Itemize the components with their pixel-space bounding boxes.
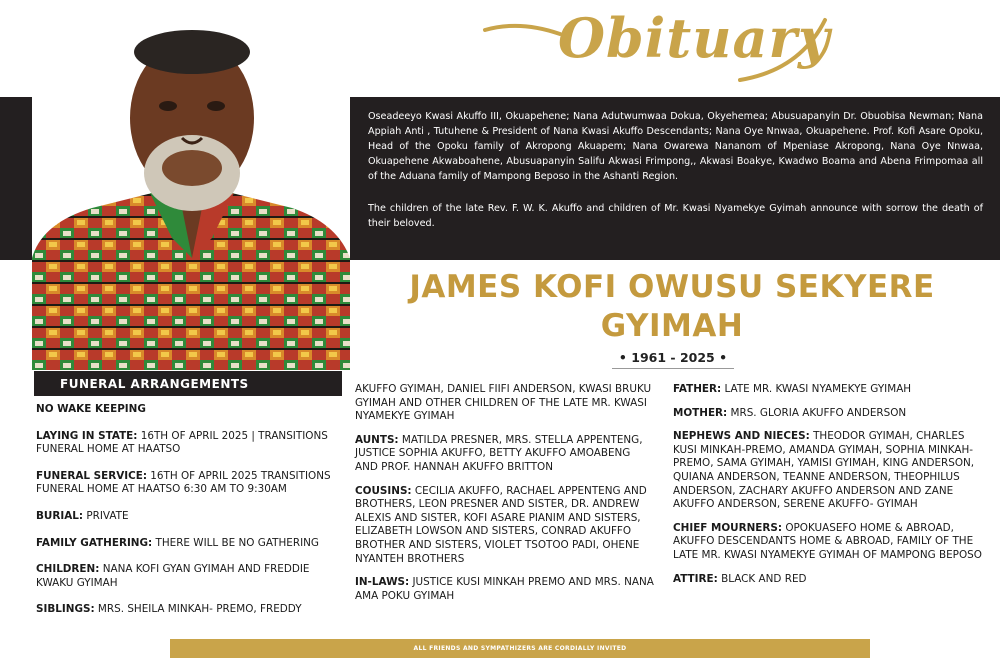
obituary-heading-block: [480, 0, 860, 95]
relations-column-middle: [355, 383, 655, 613]
in-laws: IN-LAWS: JUSTICE KUSI MINKAH PREMO AND MRS. NANA AMA POKU GYIMAH: [355, 576, 654, 602]
mother: MOTHER: MRS. GLORIA AKUFFO ANDERSON: [673, 406, 907, 419]
deceased-name: [352, 268, 992, 346]
aunts: AUNTS: MATILDA PRESNER, MRS. STELLA APPENTENG, JUSTICE SOPHIA AKUFFO, BETTY AKUFFO AMOABENG AND PROF. HANNAH AKUFFO BRITTON: [355, 433, 643, 473]
siblings-continued: AKUFFO GYIMAH, DANIEL FIIFI ANDERSON, KWASI BRUKU GYIMAH AND OTHER CHILDREN OF THE LATE MR. KWASI NYAMEKYE GYIMAH: [355, 383, 652, 423]
funeral-service: FUNERAL SERVICE: 16TH OF APRIL 2025 TRANSITIONS FUNERAL HOME AT HAATSO 6:30 AM TO 9:30AM: [36, 469, 331, 496]
attire: ATTIRE: BLACK AND RED: [673, 572, 807, 585]
father: FATHER: LATE MR. KWASI NYAMEKYE GYIMAH: [673, 383, 912, 395]
cousins: COUSINS: CECILIA AKUFFO, RACHAEL APPENTENG AND BROTHERS, LEON PRESNER AND SISTER, DR. ANDREW ALEXIS AND SISTER, KOFI ASARE PIANIM AND SISTERS, ELIZABETH LOWSON AND SISTERS, CONRAD AKUFFO BROTHER AND SISTERS, VIOLET TSOTOO PADI, OHENE NYANTEH BROTHERS: [355, 484, 647, 565]
siblings: SIBLINGS: MRS. SHEILA MINKAH- PREMO, FREDDY: [36, 603, 302, 616]
deceased-name-line-2: GYIMAH: [600, 308, 744, 344]
nephews-and-nieces: NEPHEWS AND NIECES: THEODOR GYIMAH, CHARLES KUSI MINKAH-PREMO, AMANDA GYIMAH, SOPHIA MINKAH-PREMO, SAMA GYIMAH, YAMISI GYIMAH, KING ANDERSON, QUIANA ANDERSON, TEANNE ANDERSON, THEOPHILUS ANDERSON, ZACHARY AKUFFO ANDERSON AND ZANE AKUFFO ANDERSON, SERENE AKUFFO- GYIMAH: [673, 430, 975, 511]
funeral-arrangements-column: [36, 403, 341, 630]
life-dates: • 1961 - 2025 •: [612, 350, 734, 365]
children: CHILDREN: NANA KOFI GYAN GYIMAH AND FREDDIE KWAKU GYIMAH: [36, 563, 310, 589]
footer-invitation: ALL FRIENDS AND SYMPATHIZERS ARE CORDIALLY INVITED: [170, 639, 870, 658]
chief-mourners: CHIEF MOURNERS: OPOKUASEFO HOME & ABROAD, AKUFFO DESCENDANTS HOME & ABROAD, FAMILY OF THE LATE MR. KWASI NYAMEKYE GYIMAH OF MAMPONG BEPOSO: [673, 521, 982, 561]
deceased-name-line-1: JAMES KOFI OWUSU SEKYERE: [409, 269, 935, 305]
wake-keeping: NO WAKE KEEPING: [36, 403, 146, 415]
family-gathering: FAMILY GATHERING: THERE WILL BE NO GATHERING: [36, 536, 319, 549]
laying-in-state: LAYING IN STATE: 16TH OF APRIL 2025 | TRANSITIONS FUNERAL HOME AT HAATSO: [36, 429, 328, 456]
page-title: Obituary: [558, 6, 831, 70]
announcement-text: [368, 109, 983, 231]
burial: BURIAL: PRIVATE: [36, 509, 129, 522]
portrait-photo: [32, 8, 350, 370]
announcement-paragraph-2: The children of the late Rev. F. W. K. Akuffo and children of Mr. Kwasi Nyamekye Gyimah announce with sorrow the death of their beloved.: [368, 203, 983, 229]
relations-column-right: [673, 383, 988, 596]
funeral-arrangements-title: FUNERAL ARRANGEMENTS: [34, 371, 342, 396]
announcement-paragraph-1: Oseadeeyo Kwasi Akuffo III, Okuapehene; Nana Adutwumwaa Dokua, Okyehemea; Abusuapanyin Dr. Obuobisa Newman; Nana Appiah Anti , Tutuhene & President of Nana Kwasi Akuffo Descendants; Nana Oye Nnwaa, Okuapehene. Prof. Kofi Asare Opoku, Head of the Opoku family of Akropong Akuapem; Nana Owarewa Nananom of Mpeniase Akropong, Nana Oye Nnwaa, Okuapehene Akwaboahene, Abusuapanyin Salifu Akwasi Frimpong,, Akwasi Boakye, Kwadwo Boama and Abena Frimpomaa all of the Aduana family of Mampong Beposo in the Ashanti Region.: [368, 111, 983, 182]
